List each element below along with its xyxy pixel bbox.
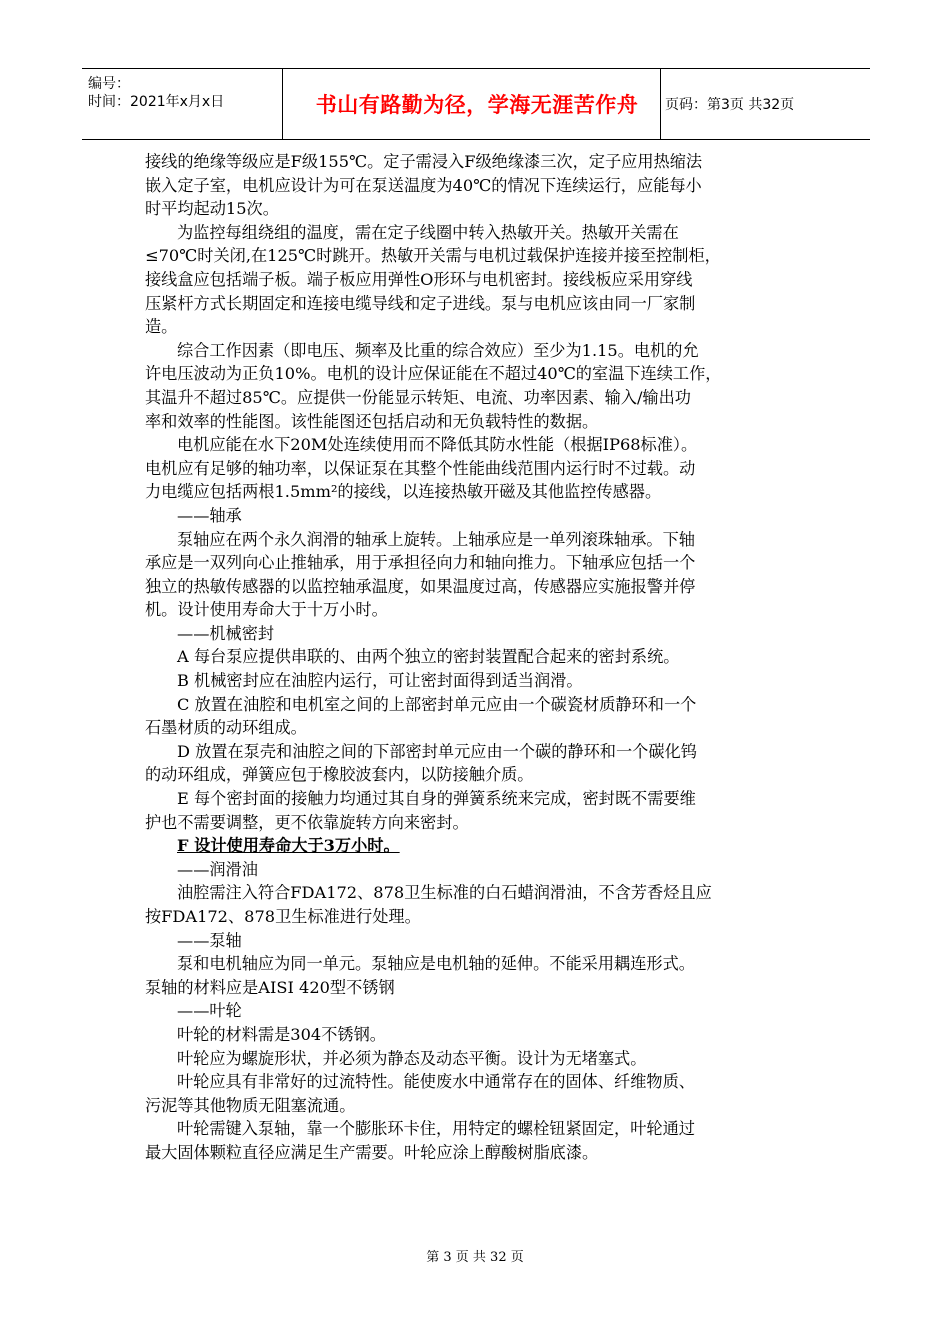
text-line: 最大固体颗粒直径应满足生产需要。叶轮应涂上醇酸树脂底漆。 [145,1142,599,1162]
page-header [82,68,870,140]
document-time-label: 时间：2021年x月x日 [88,94,225,110]
text-line: 压紧杆方式长期固定和连接电缆导线和定子进线。泵与电机应该由同一厂家制 [145,293,696,313]
text-line: 力电缆应包括两根1.5mm²的接线，以连接热敏开磁及其他监控传感器。 [145,482,662,502]
page-footer: 第 3 页 共 32 页 [426,1250,524,1265]
header-page-info: 页码：第3页 共32页 [665,97,795,113]
text-line: 机。设计使用寿命大于十万小时。 [145,600,388,620]
text-line: 时平均起动15次。 [145,199,279,219]
text-line: 承应是一双列向心止推轴承，用于承担径向力和轴向推力。下轴承应包括一个 [145,553,696,573]
text-line: 其温升不超过85℃。应提供一份能显示转矩、电流、功率因素、输入/输出功 [145,387,691,407]
text-line: D 放置在泵壳和油腔之间的下部密封单元应由一个碳的静环和一个碳化钨 [177,741,697,761]
text-line: 污泥等其他物质无阻塞流通。 [145,1095,356,1115]
text-line: 许电压波动为正负10%。电机的设计应保证能在不超过40℃的室温下连续工作， [145,364,722,384]
text-line [145,834,810,858]
text-line: ——润滑油 [177,859,258,879]
text-line: E 每个密封面的接触力均通过其自身的弹簧系统来完成，密封既不需要维 [177,789,696,809]
text-line: 油腔需注入符合FDA172、878卫生标准的白石蜡润滑油，不含芳香烃且应 [177,883,712,903]
text-line: 泵轴的材料应是AISI 420型不锈钢 [145,977,395,997]
text-line: ——机械密封 [177,623,275,643]
header-divider-left [282,69,283,139]
text-line: 按FDA172、878卫生标准进行处理。 [145,907,421,926]
header-motto: 书山有路勤为径，学海无涯苦作舟 [315,93,639,117]
text-line: B 机械密封应在油腔内运行，可让密封面得到适当润滑。 [177,671,583,691]
header-meta [82,69,282,139]
text-line: 叶轮应为螺旋形状，并必须为静态及动态平衡。设计为无堵塞式。 [177,1048,647,1068]
emphasized-text: F 设计使用寿命大于3万小时。 [177,836,400,856]
text-line: 率和效率的性能图。该性能图还包括启动和无负载特性的数据。 [145,411,599,431]
text-line: 石墨材质的动环组成。 [145,718,307,738]
text-line: ——泵轴 [177,930,242,950]
text-line: 嵌入定子室，电机应设计为可在泵送温度为40℃的情况下连续运行，应能每小 [145,175,702,195]
text-line: A 每台泵应提供串联的、由两个独立的密封装置配合起来的密封系统。 [177,647,680,667]
text-line: 电机应能在水下20M处连续使用而不降低其防水性能（根据IP68标准）。 [177,435,698,455]
text-line: 护也不需要调整，更不依靠旋转方向来密封。 [145,812,469,832]
text-line: ≤70℃时关闭,在125℃时跳开。热敏开关需与电机过载保护连接并接至控制柜， [145,246,721,266]
text-line: 泵轴应在两个永久润滑的轴承上旋转。上轴承应是一单列滚珠轴承。下轴 [177,529,695,549]
text-line: C 放置在油腔和电机室之间的上部密封单元应由一个碳瓷材质静环和一个 [177,694,697,714]
text-line: 独立的热敏传感器的以监控轴承温度，如果温度过高，传感器应实施报警并停 [145,576,696,596]
text-line: 接线盒应包括端子板。端子板应用弹性O形环与电机密封。接线板应采用穿线 [145,269,693,289]
text-line: 叶轮需键入泵轴，靠一个膨胀环卡住，用特定的螺栓钮紧固定，叶轮通过 [177,1119,695,1139]
text-line: 接线的绝缘等级应是F级155℃。定子需浸入F级绝缘漆三次，定子应用热缩法 [145,152,703,171]
header-divider-right [660,69,661,139]
document-number-label: 编号： [88,76,130,92]
text-line: 电机应有足够的轴功率，以保证泵在其整个性能曲线范围内运行时不过载。动 [145,458,696,478]
text-line: 泵和电机轴应为同一单元。泵轴应是电机轴的延伸。不能采用耦连形式。 [177,954,695,974]
document-body [145,150,810,1165]
text-line: 叶轮应具有非常好的过流特性。能使废水中通常存在的固体、纤维物质、 [177,1072,695,1092]
text-line: ——叶轮 [177,1001,242,1021]
text-line: 的动环组成，弹簧应包于橡胶波套内，以防接触介质。 [145,765,534,785]
text-line: 叶轮的材料需是304不锈钢。 [177,1024,386,1044]
text-line: 为监控每组绕组的温度，需在定子线圈中转入热敏开关。热敏开关需在 [177,222,679,242]
text-line: 造。 [145,317,178,337]
text-line: ——轴承 [177,505,242,525]
text-line: 综合工作因素（即电压、频率及比重的综合效应）至少为1.15。电机的允 [177,340,699,360]
